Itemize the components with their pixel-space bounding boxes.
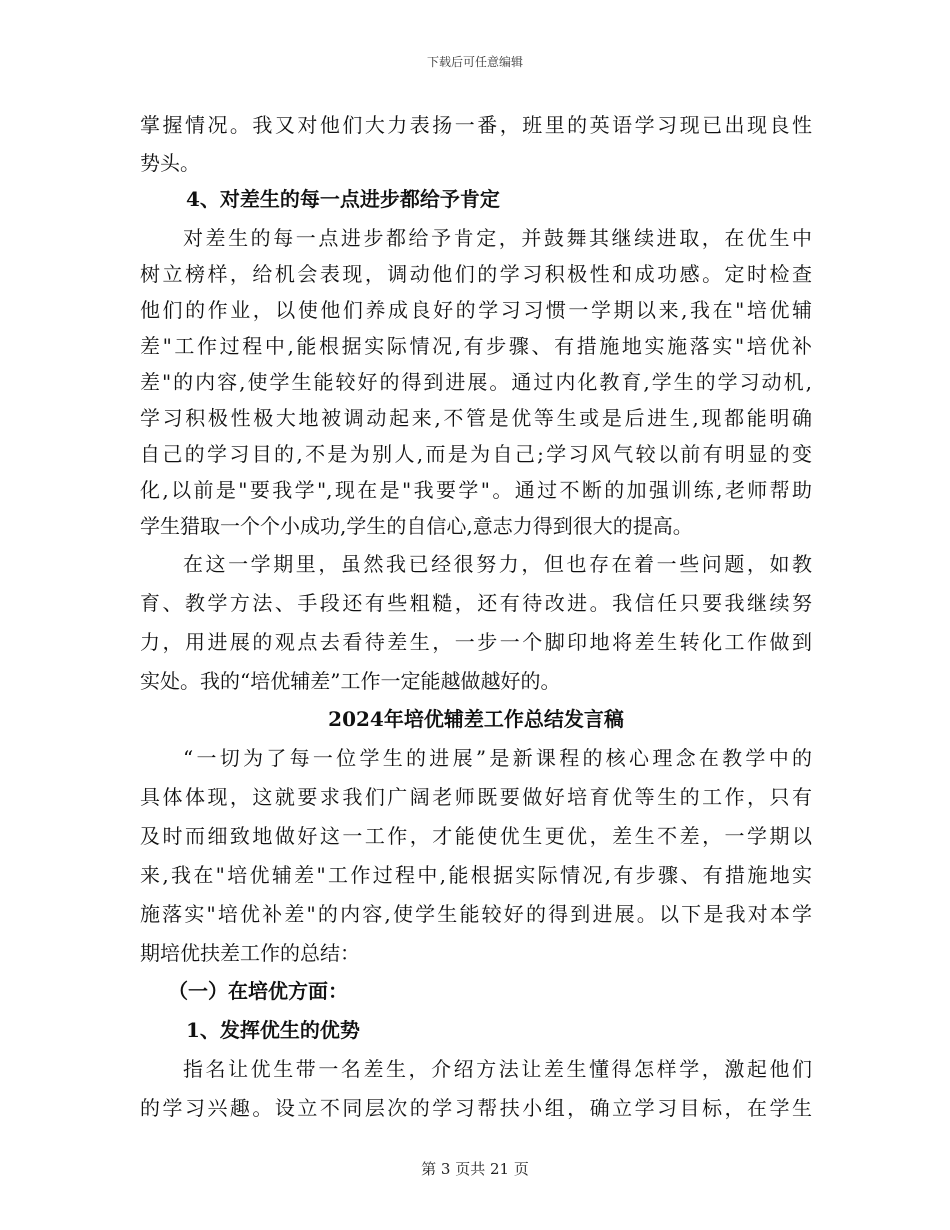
text-line: 的学习兴趣。设立不同层次的学习帮扶小组，确立学习目标，在学生 [140,1096,812,1120]
text-line: 学生猎取一个个小成功,学生的自信心,意志力得到很大的提高。 [140,514,693,538]
text-line: 他们的作业，以使他们养成良好的学习习惯一学期以来,我在"培优辅 [140,298,812,322]
document-title: 2024年培优辅差工作总结发言稿 [328,707,624,731]
text-line: 力，用进展的观点去看待差生，一步一个脚印地将差生转化工作做到 [140,630,812,654]
text-line: 树立榜样，给机会表现，调动他们的学习积极性和成功感。定时检查 [140,262,812,286]
page-footer: 第 3 页共 21 页 [421,1160,529,1178]
section-heading: 1、发挥优生的优势 [186,1018,360,1042]
text-line: 自己的学习目的,不是为别人,而是为自己;学习风气较以前有明显的变 [140,442,812,466]
text-line: 差"的内容,使学生能较好的得到进展。通过内化教育,学生的学习动机, [140,370,812,394]
text-line: 学习积极性极大地被调动起来,不管是优等生或是后进生,现都能明确 [140,406,812,430]
text-line: 化,以前是"要我学",现在是"我要学"。通过不断的加强训练,老师帮助 [140,478,812,502]
section-heading: 4、对差生的每一点进步都给予肯定 [186,187,500,211]
text-line: 差"工作过程中,能根据实际情况,有步骤、有措施地实施落实"培优补 [140,334,812,358]
text-line: 实处。我的“培优辅差”工作一定能越做越好的。 [140,669,561,693]
text-line: 期培优扶差工作的总结： [140,941,360,965]
text-line: “一切为了每一位学生的进展”是新课程的核心理念在教学中的 [183,746,812,770]
text-line: 在这一学期里，虽然我已经很努力，但也存在着一些问题，如教 [183,552,812,576]
text-line: 来,我在"培优辅差"工作过程中,能根据实际情况,有步骤、有措施地实 [140,863,812,887]
text-line: 育、教学方法、手段还有些粗糙，还有待改进。我信任只要我继续努 [140,591,812,615]
text-line: 具体体现，这就要求我们广阔老师既要做好培育优等生的工作，只有 [140,785,812,809]
text-line: 施落实"培优补差"的内容,使学生能较好的得到进展。以下是我对本学 [140,902,812,926]
text-line: 势头。 [140,151,200,175]
section-heading: （一）在培优方面： [168,979,348,1003]
text-line: 掌握情况。我又对他们大力表扬一番，班里的英语学习现已出现良性 [140,113,812,137]
text-line: 及时而细致地做好这一工作，才能使优生更优，差生不差，一学期以 [140,824,812,848]
text-line: 对差生的每一点进步都给予肯定，并鼓舞其继续进取，在优生中 [183,226,812,250]
page-header: 下载后可任意编辑 [426,55,523,69]
text-line: 指名让优生带一名差生，介绍方法让差生懂得怎样学，激起他们 [183,1057,812,1081]
